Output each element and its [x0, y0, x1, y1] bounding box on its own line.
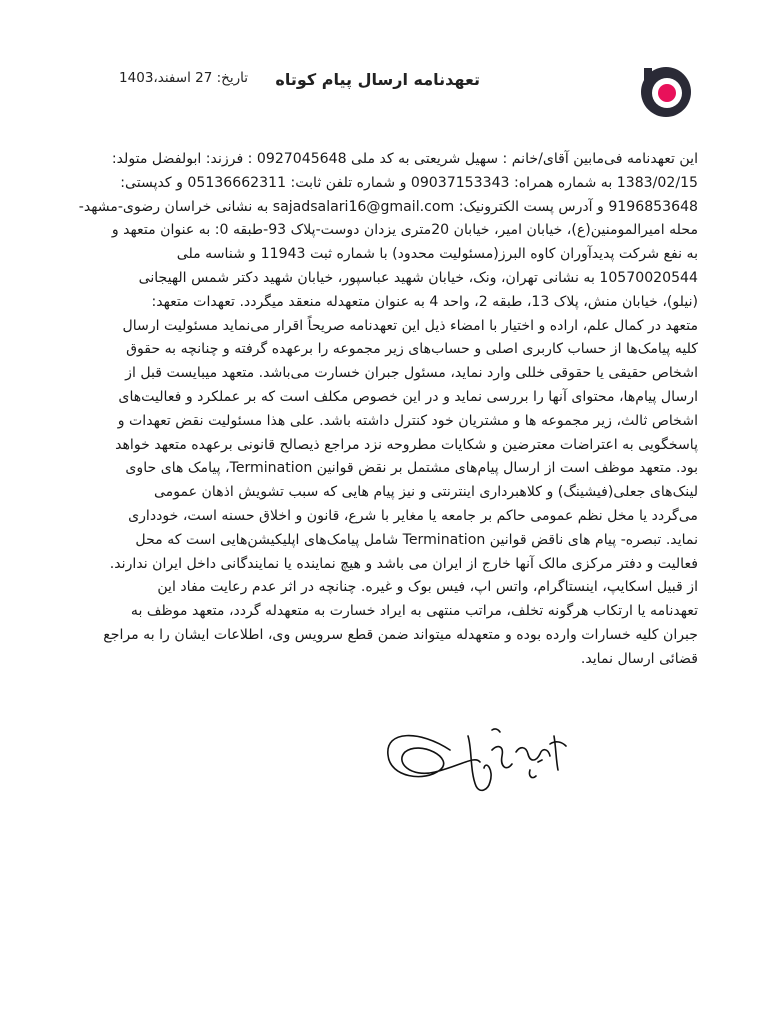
- body-line: این تعهدنامه فی‌مابین آقای/خانم : سهیل شریعتی به کد ملی 0927045648 : فرزند: ابولفضل متولد:: [111, 151, 698, 167]
- body-line: قضائی ارسال نماید.: [580, 650, 698, 667]
- page-title: تعهدنامه ارسال پیام کوتاه: [275, 70, 480, 89]
- body-line: 10570020544 به نشانی تهران، ونک، خیابان شهید عباسپور، خیابان شهید دکتر شمس الهیجانی: [138, 269, 698, 286]
- body-line: ارسال پیام‌ها، محتوای آنها را بررسی نماید و در این خصوص مکلف است که بر عملکرد و فعالیت‌های: [118, 388, 698, 405]
- body-line: 1383/02/15 به شماره همراه: 09037153343 و شماره تلفن ثابت: 05136662311 و کدپستی:: [120, 174, 698, 191]
- body-line: (نیلو)، خیابان منش، پلاک 13، طبقه 2، واحد 4 به عنوان متعهدله منعقد میگردد. تعهدات متعهد:: [151, 293, 698, 310]
- body-line: متعهد در کمال علم، اراده و اختیار با امضاء ذیل این تعهدنامه صریحاً اقرار می‌نماید مسئولیت ارسال: [122, 317, 698, 334]
- body-line: می‌گردد یا مخل نظم عمومی حاکم بر جامعه یا مغایر با شرع، قانون و اخلاق حسنه است، خودداری: [128, 507, 698, 524]
- body-line: لینک‌های جعلی(فیشینگ) و کلاهبرداری اینترنتی و نیز پیام هایی که سبب تشویش اذهان عمومی: [153, 484, 698, 501]
- body-line: کلیه پیامک‌ها از حساب کاربری اصلی و حساب‌های زیر مجموعه را برعهده گرفته و چنانچه به حقوق: [126, 341, 698, 358]
- body-line: بود. متعهد موظف است از ارسال پیام‌های مشتمل بر نقض قوانین Termination، پیامک های حاوی: [125, 460, 698, 477]
- body-line: تعهدنامه یا ارتکاب هرگونه تخلف، مراتب منتهی به ایراد خسارت به متعهدله گردد، متعهد موظف به: [130, 603, 698, 620]
- body-line: نماید. تبصره- پیام های ناقض قوانین Termination شامل پیامک‌های اپلیکیشن‌هایی است که محل: [135, 531, 698, 548]
- body-line: اشخاص ثالث، زیر مجموعه ها و مشتریان خود کنترل داشته باشد. علی هذا مسئولیت نقض تعهدات و: [117, 412, 698, 429]
- body-line: اشخاص حقیقی یا حقوقی خللی وارد نماید، مسئول جبران خسارت می‌باشد. متعهد میبایست قبل از: [125, 365, 698, 382]
- body-line: از قبیل اسکایپ، اینستاگرام، واتس اپ، فیس بوک و غیره. چنانچه در اثر عدم رعایت مفاد این: [157, 579, 698, 596]
- body-line: فعالیت و دفتر مرکزی مالک آنها خارج از ایران می باشد و هیچ نماینده یا نمایندگانی داخل ایران ندارند.: [109, 555, 698, 572]
- signature: [380, 700, 580, 810]
- document-date: تاریخ: 27 اسفند،1403: [119, 70, 248, 86]
- body-line: 9196853648 و آدرس پست الکترونیک: sajadsalari16@gmail.com به نشانی خراسان رضوی-مشهد-: [78, 198, 698, 215]
- body-line: محله امیرالمومنین(ع)، خیابان امیر، خیابان 20متری یزدان دوست-پلاک 93-طبقه 0: به عنوان متعهد و: [111, 222, 698, 239]
- agreement-body: [70, 148, 698, 672]
- body-line: پاسخگویی به اعتراضات معترضین و شکایات مطروحه نزد مراجع ذیصالح قانونی برعهده متعهد خواهد: [115, 436, 698, 453]
- body-line: به نفع شرکت پدیدآوران کاوه البرز(مسئولیت محدود) با شماره ثبت 11943 و شناسه ملی: [176, 246, 698, 263]
- brand-logo-icon: [640, 66, 692, 118]
- body-line: جبران کلیه خسارات وارده بوده و متعهدله میتواند ضمن قطع سرویس وی، اطلاعات ایشان را به مراجع: [103, 626, 698, 643]
